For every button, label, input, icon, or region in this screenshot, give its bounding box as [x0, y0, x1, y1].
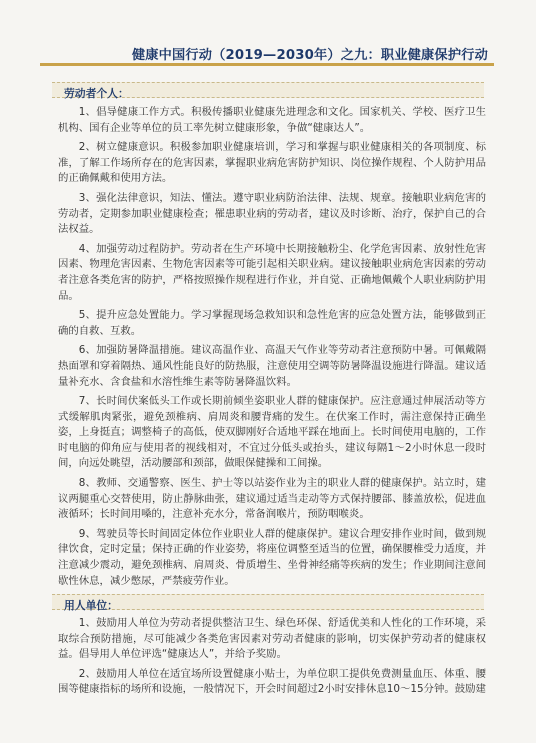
paragraph: 2、鼓励用人单位在适宜场所设置健康小贴士，为单位职工提供免费测量血压、体重、腰围等健康指标的场所和设施，一般情况下，开会时间超过2小时安排休息10～15分钟。鼓励建	[58, 667, 486, 696]
section-header-employers	[52, 594, 484, 610]
paragraph: 9、驾驶员等长时间固定体位作业职业人群的健康保护。建议合理安排作业时间，做到规律饮食，定时定量；保持正确的作业姿势，将座位调整至适当的位置，确保腰椎受力适度，并注意减少震动，避免颈椎病、肩周炎、骨质增生、坐骨神经痛等疾病的发生；作业期间注意间歇性休息，减少憋尿，严禁疲劳作业。	[58, 527, 486, 587]
title-underline	[40, 63, 494, 66]
paragraph: 4、加强劳动过程防护。劳动者在生产环境中长期接触粉尘、化学危害因素、放射性危害因素、物理危害因素、生物危害因素等可能引起相关职业病。建议接触职业病危害因素的劳动者注意各类危害的防护，严格按照操作规程进行作业，并自觉、正确地佩戴个人职业病防护用品。	[58, 242, 486, 302]
paragraph: 8、教师、交通警察、医生、护士等以站姿作业为主的职业人群的健康保护。站立时，建议两腿重心交替使用，防止静脉曲张，建议通过适当走动等方式保持腰部、膝盖放松，促进血液循环；长时间用嗓的，注意补充水分，常备润喉片，预防咽喉炎。	[58, 477, 486, 521]
section-body-workers	[58, 105, 486, 593]
paragraph: 5、提升应急处置能力。学习掌握现场急救知识和急性危害的应急处置方法，能够做到正确的自救、互救。	[58, 309, 486, 337]
page-title: 健康中国行动（2019—2030年）之九：职业健康保护行动	[131, 48, 488, 63]
section-body-employers	[58, 616, 486, 702]
paragraph: 3、强化法律意识，知法、懂法。遵守职业病防治法律、法规、规章。接触职业病危害的劳动者，定期参加职业健康检查；罹患职业病的劳动者，建议及时诊断、治疗，保护自己的合法权益。	[58, 191, 486, 236]
paragraph: 1、倡导健康工作方式。积极传播职业健康先进理念和文化。国家机关、学校、医疗卫生机构、国有企业等单位的员工率先树立健康形象，争做“健康达人”。	[58, 106, 486, 134]
paragraph: 7、长时间伏案低头工作或长期前倾坐姿职业人群的健康保护。应注意通过伸展活动等方式缓解肌肉紧张，避免颈椎病、肩周炎和腰背痛的发生。在伏案工作时，需注意保持正确坐姿，上身挺直；调整椅子的高低，使双脚刚好合适地平踩在地面上。长时间使用电脑的，工作时电脑的仰角应与使用者的视线相对，不宜过分低头或抬头，建议每隔1～2小时休息一段时间，向远处眺望，活动腰部和颈部，做眼保健操和工间操。	[58, 395, 486, 470]
section-heading: 用人单位：	[64, 599, 118, 612]
section-heading: 劳动者个人：	[64, 87, 129, 100]
paragraph: 6、加强防暑降温措施。建议高温作业、高温天气作业等劳动者注意预防中暑。可佩戴隔热面罩和穿着隔热、通风性能良好的防热服，注意使用空调等防暑降温设施进行降温。建议适量补充水、含食盐和水溶性维生素等防暑降温饮料。	[58, 344, 486, 388]
paragraph: 1、鼓励用人单位为劳动者提供整洁卫生、绿色环保、舒适优美和人性化的工作环境，采取综合预防措施，尽可能减少各类危害因素对劳动者健康的影响，切实保护劳动者的健康权益。倡导用人单位评选“健康达人”，并给予奖励。	[58, 617, 486, 661]
page-bottom-edge	[0, 731, 536, 743]
paragraph: 2、树立健康意识。积极参加职业健康培训，学习和掌握与职业健康相关的各项制度、标准，了解工作场所存在的危害因素，掌握职业病危害防护知识、岗位操作规程、个人防护用品的正确佩戴和使用方法。	[58, 141, 486, 185]
title-bar	[40, 44, 494, 64]
section-header-workers	[52, 82, 484, 98]
